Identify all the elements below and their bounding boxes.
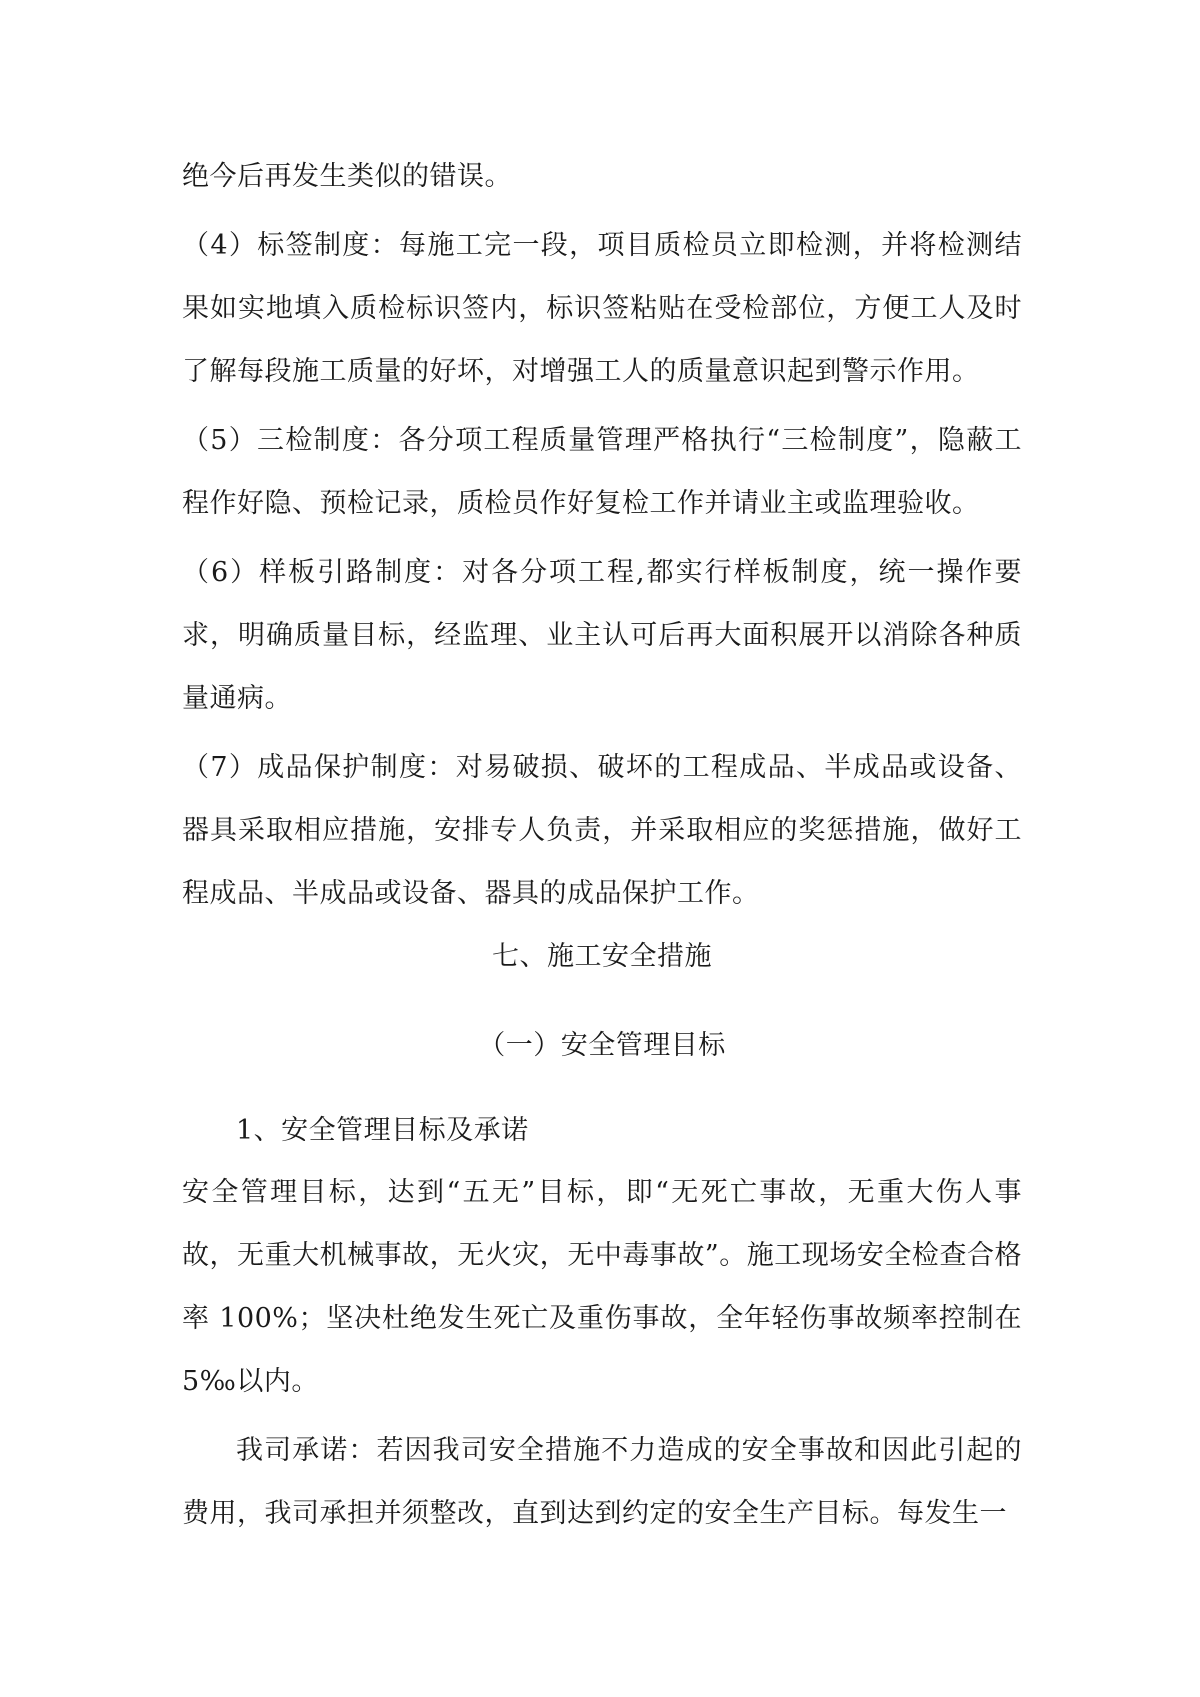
- document-body: [182, 145, 1022, 1545]
- paragraph-promise: 我司承诺：若因我司安全措施不力造成的安全事故和因此引起的费用，我司承担并须整改，直到达到约定的安全生产目标。每发生一: [182, 1435, 1022, 1529]
- subsection-title: （一）安全管理目标: [478, 1030, 726, 1061]
- paragraph-three-check-system: （5）三检制度：各分项工程质量管理严格执行“三检制度”，隐蔽工程作好隐、预检记录，质检员作好复检工作并请业主或监理验收。: [182, 425, 1022, 519]
- paragraph-sample-system: （6）样板引路制度：对各分项工程,都实行样板制度，统一操作要求，明确质量目标，经监理、业主认可后再大面积展开以消除各种质量通病。: [182, 557, 1022, 714]
- paragraph-label-system: （4）标签制度：每施工完一段，项目质检员立即检测，并将检测结果如实地填入质检标识签内，标识签粘贴在受检部位，方便工人及时了解每段施工质量的好坏，对增强工人的质量意识起到警示作用。: [182, 230, 1022, 387]
- paragraph-continuation: 绝今后再发生类似的错误。: [182, 161, 512, 192]
- paragraph-safety-goal: 安全管理目标，达到“五无”目标，即“无死亡事故，无重大伤人事故，无重大机械事故，无火灾，无中毒事故”。施工现场安全检查合格率 100%；坚决杜绝发生死亡及重伤事故，全年轻伤事故频率控制在 5‰以内。: [182, 1177, 1022, 1397]
- item-title: 1、安全管理目标及承诺: [236, 1115, 529, 1146]
- section-title: 七、施工安全措施: [492, 941, 712, 972]
- paragraph-product-protection: （7）成品保护制度：对易破损、破坏的工程成品、半成品或设备、器具采取相应措施，安排专人负责，并采取相应的奖惩措施，做好工程成品、半成品或设备、器具的成品保护工作。: [182, 752, 1022, 909]
